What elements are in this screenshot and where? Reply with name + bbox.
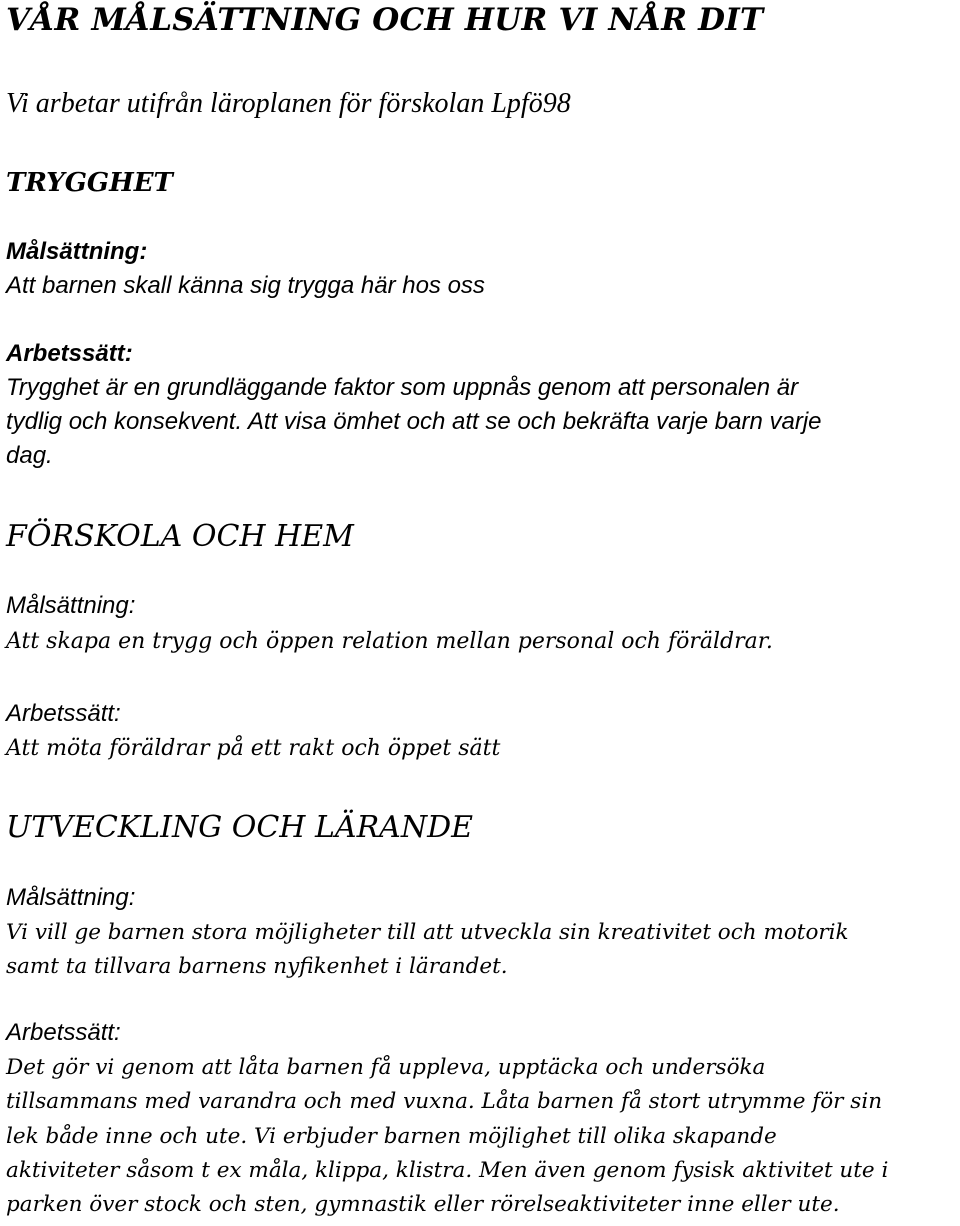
method-text-line: tydlig och konsekvent. Att visa ömhet och att se och bekräfta varje barn varje bbox=[6, 408, 822, 435]
method-text-line: Trygghet är en grundläggande faktor som uppnås genom att personalen är bbox=[6, 374, 799, 401]
section-heading: FÖRSKOLA OCH HEM bbox=[6, 519, 354, 554]
goal-label: Målsättning: bbox=[6, 592, 136, 619]
method-text-line: parken över stock och sten, gymnastik eller rörelseaktiviteter inne eller ute. bbox=[6, 1192, 840, 1217]
goal-label: Målsättning: bbox=[6, 238, 148, 265]
method-text-line: aktiviteter såsom t ex måla, klippa, klistra. Men även genom fysisk aktivitet ute i bbox=[6, 1158, 889, 1183]
page-title: VÅR MÅLSÄTTNING OCH HUR VI NÅR DIT bbox=[6, 2, 764, 38]
method-text-line: Det gör vi genom att låta barnen få uppleva, upptäcka och undersöka bbox=[6, 1055, 766, 1080]
method-label: Arbetssätt: bbox=[6, 700, 121, 727]
goal-label: Målsättning: bbox=[6, 884, 136, 911]
section-heading: UTVECKLING OCH LÄRANDE bbox=[6, 810, 474, 845]
section-heading: TRYGGHET bbox=[6, 168, 173, 198]
method-text-line: tillsammans med varandra och med vuxna. Låta barnen få stort utrymme för sin bbox=[6, 1089, 883, 1114]
goal-text: Att barnen skall känna sig trygga här hos oss bbox=[6, 272, 485, 299]
method-text-line: lek både inne och ute. Vi erbjuder barnen möjlighet till olika skapande bbox=[6, 1124, 777, 1149]
method-label: Arbetssätt: bbox=[6, 1019, 121, 1046]
method-text-line: dag. bbox=[6, 442, 53, 469]
goal-text-line: samt ta tillvara barnens nyfikenhet i lärandet. bbox=[6, 954, 508, 979]
method-label: Arbetssätt: bbox=[6, 340, 133, 367]
goal-text: Att skapa en trygg och öppen relation mellan personal och föräldrar. bbox=[6, 629, 773, 654]
goal-text-line: Vi vill ge barnen stora möjligheter till att utveckla sin kreativitet och motorik bbox=[6, 920, 849, 945]
method-text-line: Att möta föräldrar på ett rakt och öppet sätt bbox=[6, 736, 501, 761]
page-subtitle: Vi arbetar utifrån läroplanen för förskolan Lpfö98 bbox=[6, 88, 571, 119]
